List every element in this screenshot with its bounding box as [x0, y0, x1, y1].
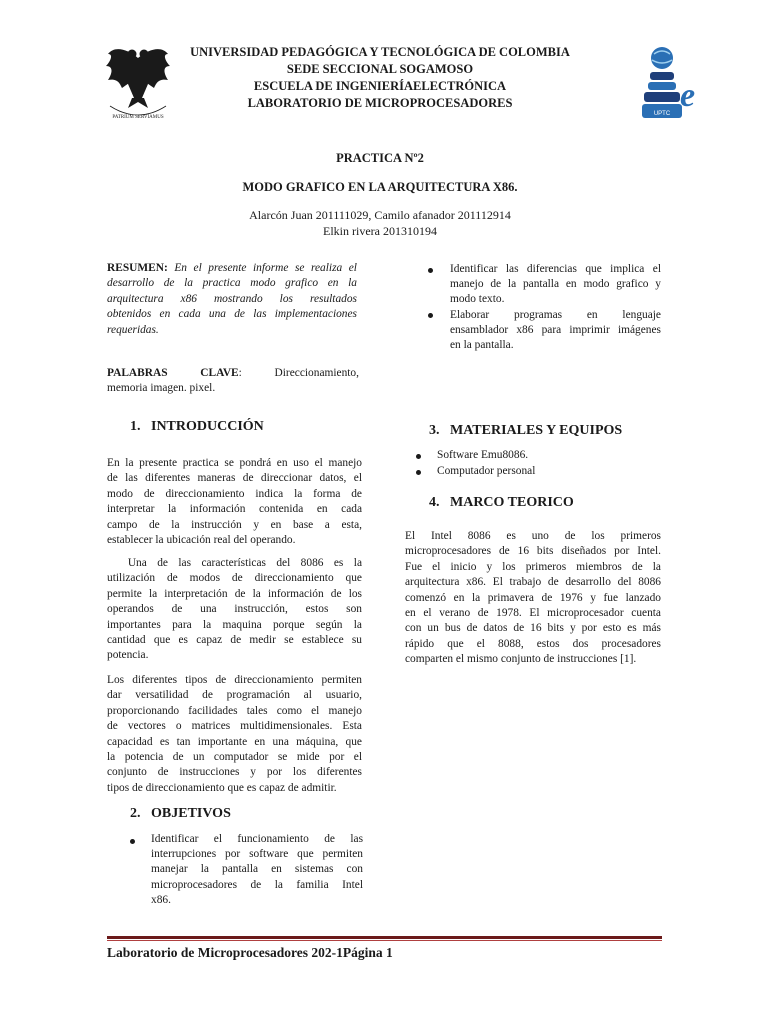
- text-line: dar versatilidad de programación al usuario,: [107, 689, 362, 702]
- footer-rule-top: [107, 936, 662, 939]
- bullet-dot: [428, 268, 433, 273]
- text-line: interrupciones por software que permiten: [151, 848, 363, 861]
- text-line: potencia.: [107, 649, 149, 662]
- materials-heading: 3. MATERIALES Y EQUIPOS: [429, 423, 623, 438]
- intro-paragraph-2: [107, 556, 362, 664]
- abstract-line: En el presente informe se realiza el: [174, 262, 357, 274]
- text-line: interpretar la información contenida en cada: [107, 503, 362, 516]
- text-line: Identificar el funcionamiento de las: [151, 833, 363, 845]
- keywords-text-a: Direccionamiento,: [274, 367, 359, 379]
- intro-paragraph-3: [107, 673, 362, 796]
- campus-name: SEDE SECCIONAL SOGAMOSO: [286, 62, 474, 76]
- abstract-line: desarrollo de la practica modo grafico en la: [107, 277, 357, 290]
- text-line: utilización de modos de direccionamiento que: [107, 572, 362, 585]
- text-line: de las diferentes maneras de direccionar datos, el: [107, 472, 362, 485]
- text-line: Identificar las diferencias que implica el: [450, 263, 661, 275]
- bullet-dot: [130, 839, 135, 844]
- text-line: operandos de una instrucción, estos son: [107, 603, 362, 616]
- text-line: importantes para la maquina porque según la: [107, 618, 362, 631]
- materials-item: Software Emu8086.: [437, 449, 529, 461]
- footer-rule-bottom: [107, 940, 662, 941]
- text-line: conjunto de instrucciones y por los diferentes: [107, 766, 362, 779]
- bullet-dot: [416, 454, 421, 459]
- crest-motto: PATRIUM SERVIAMUS: [112, 115, 164, 120]
- text-line: rápido que el 8088, estos dos procesadores: [405, 637, 661, 650]
- abstract-line: requeridas.: [107, 323, 159, 336]
- framework-paragraph: [405, 529, 661, 668]
- materials-item: Computador personal: [437, 465, 536, 477]
- keywords-label-a: PALABRAS: [107, 367, 168, 379]
- abstract: [107, 261, 357, 338]
- text-line: x86.: [151, 893, 171, 906]
- text-line: comenzó en la primavera de 1976 y fue lanzado: [405, 591, 661, 604]
- abstract-line: arquitectura x86 mostrando los resultados: [107, 292, 357, 305]
- text-line: comparten el mismo conjunto de instrucciones [1].: [405, 653, 637, 666]
- text-line: Los diferentes tipos de direccionamiento permiten: [107, 674, 362, 686]
- text-line: de vectores o matrices multidimensionales. Esta: [107, 720, 362, 733]
- text-line: ensamblador x86 para imprimir imágenes: [450, 324, 661, 337]
- text-line: arquitectura x86. El trabajo de desarrollo del 8086: [405, 576, 661, 589]
- lab-name: LABORATORIO DE MICROPROCESADORES: [247, 96, 513, 110]
- text-line: cantidad que es capaz de medir se establece su: [107, 634, 362, 647]
- framework-heading: 4. MARCO TEORICO: [429, 495, 574, 510]
- keywords: [107, 366, 359, 397]
- objective-item-2: [450, 262, 661, 308]
- text-line: microprocesadores de 16 bits diseñados por Intel.: [405, 545, 661, 558]
- university-name: UNIVERSIDAD PEDAGÓGICA Y TECNOLÓGICA DE COLOMBIA: [190, 45, 570, 59]
- text-line: microprocesadores de la familia Intel: [151, 878, 363, 891]
- text-line: capacidad es tan importante en una máquina, que: [107, 735, 362, 748]
- authors-line-2: Elkin rivera 201310194: [323, 224, 437, 238]
- text-line: En la presente practica se pondrá en uso el manejo: [107, 457, 362, 469]
- bullet-dot: [428, 313, 433, 318]
- introduction-heading: 1. INTRODUCCIÓN: [130, 419, 264, 434]
- practice-number: PRACTICA Nº2: [336, 151, 424, 165]
- text-line: Elaborar programas en lenguaje: [450, 309, 661, 321]
- objective-item-3: [450, 308, 661, 354]
- text-line: establecer la ubicación real del operando.: [107, 534, 296, 547]
- uptc-label: UPTC: [653, 111, 671, 117]
- intro-paragraph-1: [107, 456, 362, 548]
- text-line: proporcionando facilidades tales como el manejo: [107, 704, 362, 717]
- objective-item-1: [151, 832, 363, 908]
- text-line: campo de la instrucción y en base a esta,: [107, 518, 362, 531]
- text-line: en el verano de 1978. El microprocesador cuenta: [405, 607, 661, 620]
- document-title: MODO GRAFICO EN LA ARQUITECTURA X86.: [242, 180, 518, 194]
- authors-line-1: Alarcón Juan 201111029, Camilo afanador 201112914: [249, 208, 511, 222]
- text-line: El Intel 8086 es uno de los primeros: [405, 530, 661, 542]
- bullet-dot: [416, 470, 421, 475]
- text-line: modo de direccionamiento indica la forma de: [107, 487, 362, 500]
- text-line: Fue el inicio y los primeros miembros de la: [405, 560, 661, 573]
- text-line: en la pantalla.: [450, 339, 514, 352]
- abstract-label: RESUMEN:: [107, 262, 168, 274]
- text-line: permite la interpretación de la información de los: [107, 587, 362, 600]
- objectives-heading: 2. OBJETIVOS: [130, 806, 231, 821]
- text-line: tipos de direccionamiento que es capaz de admitir.: [107, 781, 337, 794]
- page-footer: Laboratorio de Microprocesadores 202-1Página 1: [107, 945, 393, 960]
- ie-letter-e: e: [680, 77, 696, 114]
- ie-globe-logo: [640, 44, 712, 122]
- keywords-text-b: memoria imagen. pixel.: [107, 382, 216, 395]
- text-line: manejo de la pantalla en modo grafico y: [450, 278, 661, 291]
- abstract-line: obtenidos en cada una de las implementaciones: [107, 308, 357, 321]
- keywords-label-b: CLAVE: [200, 367, 239, 379]
- keywords-colon: :: [238, 367, 242, 379]
- school-name: ESCUELA DE INGENIERÍAELECTRÓNICA: [253, 79, 507, 93]
- text-line: manejar la pantalla en sistemas con: [151, 863, 363, 876]
- text-line: con un bus de datos de 16 bits y por esto es más: [405, 622, 661, 635]
- text-line: la potencia de un computador se mide por el: [107, 751, 362, 764]
- text-line: modo texto.: [450, 293, 505, 306]
- text-line: Una de las características del 8086 es la: [107, 557, 362, 569]
